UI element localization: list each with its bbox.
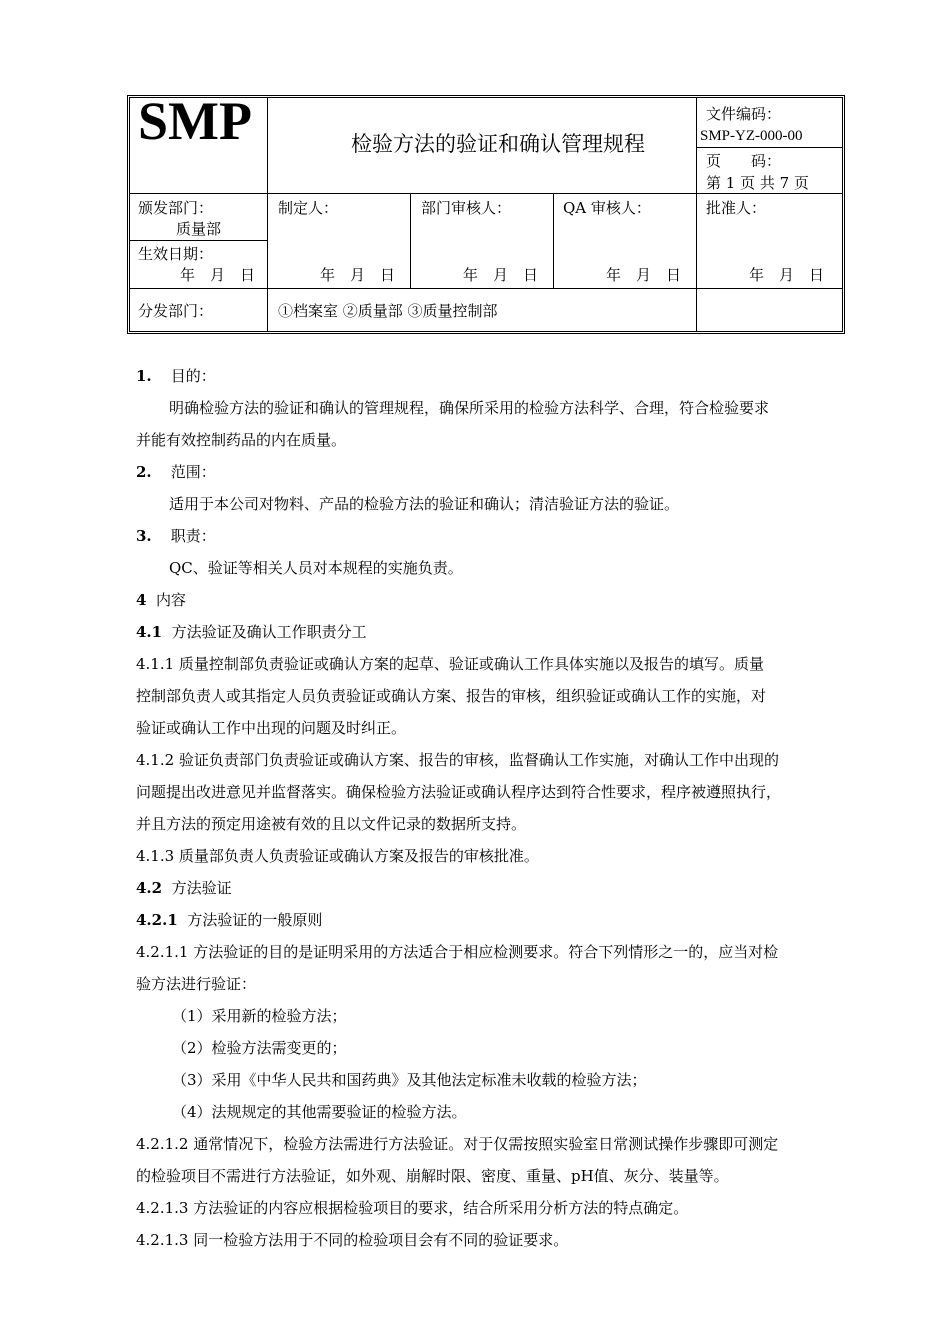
- section-number: 4.2.1: [136, 911, 178, 929]
- section-heading: [136, 360, 841, 392]
- paragraph: 4.2.1.2 通常情况下，检验方法需进行方法验证。对于仅需按照实验室日常测试操作步骤即可测定: [136, 1135, 779, 1153]
- divider: [696, 147, 842, 148]
- paragraph: 明确检验方法的验证和确认的管理规程，确保所采用的检验方法科学、合理，符合检验要求: [169, 399, 770, 417]
- qa-review-label: QA 审核人：: [563, 199, 651, 217]
- section-number: 4.2: [136, 879, 163, 897]
- document-title: 检验方法的验证和确认管理规程: [351, 132, 645, 156]
- section-number: 4: [136, 591, 147, 609]
- list-item: （3）采用《中华人民共和国药典》及其他法定标准未收载的检验方法；: [172, 1071, 647, 1089]
- paragraph: 控制部负责人或其指定人员负责验证或确认方案、报告的审核，组织验证或确认工作的实施，对: [136, 687, 767, 705]
- paragraph: 问题提出改进意见并监督落实。确保检验方法验证或确认程序达到符合性要求，程序被遵照执行，: [136, 783, 782, 801]
- section-title: 方法验证的一般原则: [187, 911, 323, 929]
- list-item: （1）采用新的检验方法；: [172, 1007, 347, 1025]
- paragraph: 并能有效控制药品的内在质量。: [136, 431, 347, 449]
- section-title: 方法验证及确认工作职责分工: [171, 623, 367, 641]
- list-item: （2）检验方法需变更的；: [172, 1039, 347, 1057]
- issue-dept-label: 颁发部门：: [138, 199, 214, 217]
- paragraph: 4.1.2 验证负责部门负责验证或确认方案、报告的审核，监督确认工作实施，对确认工作中出现的: [136, 751, 779, 769]
- section-title: 目的：: [170, 367, 216, 385]
- maker-label: 制定人：: [278, 199, 339, 217]
- section-title: 范围：: [170, 463, 216, 481]
- maker-date: 年 月 日: [320, 266, 396, 284]
- dist-dept-value: ①档案室 ②质量部 ③质量控制部: [278, 302, 498, 320]
- section-heading: [136, 456, 841, 488]
- paragraph: 验证或确认工作中出现的问题及时纠正。: [136, 719, 407, 737]
- divider: [553, 193, 554, 288]
- document-body: [136, 360, 841, 1256]
- section-number: 4.1: [136, 623, 163, 641]
- section-heading: [136, 872, 841, 904]
- divider: [267, 98, 268, 331]
- paragraph: 4.1.1 质量控制部负责验证或确认方案的起草、验证或确认工作具体实施以及报告的填写。质量: [136, 655, 764, 673]
- doc-code: SMP-YZ-000-00: [700, 128, 803, 144]
- section-title: 内容: [155, 591, 186, 609]
- paragraph: 4.2.1.3 方法验证的内容应根据检验项目的要求，结合所采用分析方法的特点确定。: [136, 1199, 689, 1217]
- section-heading: [136, 584, 841, 616]
- paragraph: 4.1.3 质量部负责人负责验证或确认方案及报告的审核批准。: [136, 847, 539, 865]
- approver-date: 年 月 日: [749, 266, 825, 284]
- dist-dept-label: 分发部门：: [138, 302, 214, 320]
- paragraph: 4.2.1.3 同一检验方法用于不同的检验项目会有不同的验证要求。: [136, 1231, 569, 1249]
- divider: [696, 98, 697, 331]
- divider: [130, 193, 842, 194]
- paragraph: 适用于本公司对物料、产品的检验方法的验证和确认；清洁验证方法的验证。: [169, 495, 680, 513]
- page-number: 第 1 页 共 7 页: [706, 174, 809, 192]
- divider: [130, 240, 267, 241]
- doc-code-label: 文件编码：: [706, 105, 782, 123]
- approver-label: 批准人：: [706, 199, 767, 217]
- section-title: 方法验证: [171, 879, 232, 897]
- section-heading: [136, 904, 841, 936]
- effective-date-label: 生效日期：: [138, 245, 214, 263]
- paragraph: 验方法进行验证：: [136, 975, 257, 993]
- paragraph: QC、验证等相关人员对本规程的实施负责。: [169, 559, 463, 577]
- smp-logo: SMP: [138, 91, 252, 151]
- effective-date: 年 月 日: [180, 266, 256, 284]
- issue-dept: 质量部: [176, 220, 222, 238]
- divider: [410, 193, 411, 288]
- list-item: （4）法规规定的其他需要验证的检验方法。: [172, 1103, 467, 1121]
- section-title: 职责：: [170, 527, 216, 545]
- section-number: 2.: [136, 463, 152, 481]
- paragraph: 并且方法的预定用途被有效的且以文件记录的数据所支持。: [136, 815, 527, 833]
- paragraph: 4.2.1.1 方法验证的目的是证明采用的方法适合于相应检测要求。符合下列情形之一的，应当对检: [136, 943, 779, 961]
- header-table: [127, 91, 845, 334]
- qa-review-date: 年 月 日: [606, 266, 682, 284]
- dept-review-date: 年 月 日: [463, 266, 539, 284]
- section-number: 1.: [136, 367, 152, 385]
- section-heading: [136, 616, 841, 648]
- section-number: 3.: [136, 527, 152, 545]
- dept-review-label: 部门审核人：: [421, 199, 512, 217]
- divider: [130, 288, 842, 289]
- paragraph: 的检验项目不需进行方法验证，如外观、崩解时限、密度、重量、pH值、灰分、装量等。: [136, 1167, 729, 1185]
- page-label: 页 码：: [706, 152, 782, 170]
- section-heading: [136, 520, 841, 552]
